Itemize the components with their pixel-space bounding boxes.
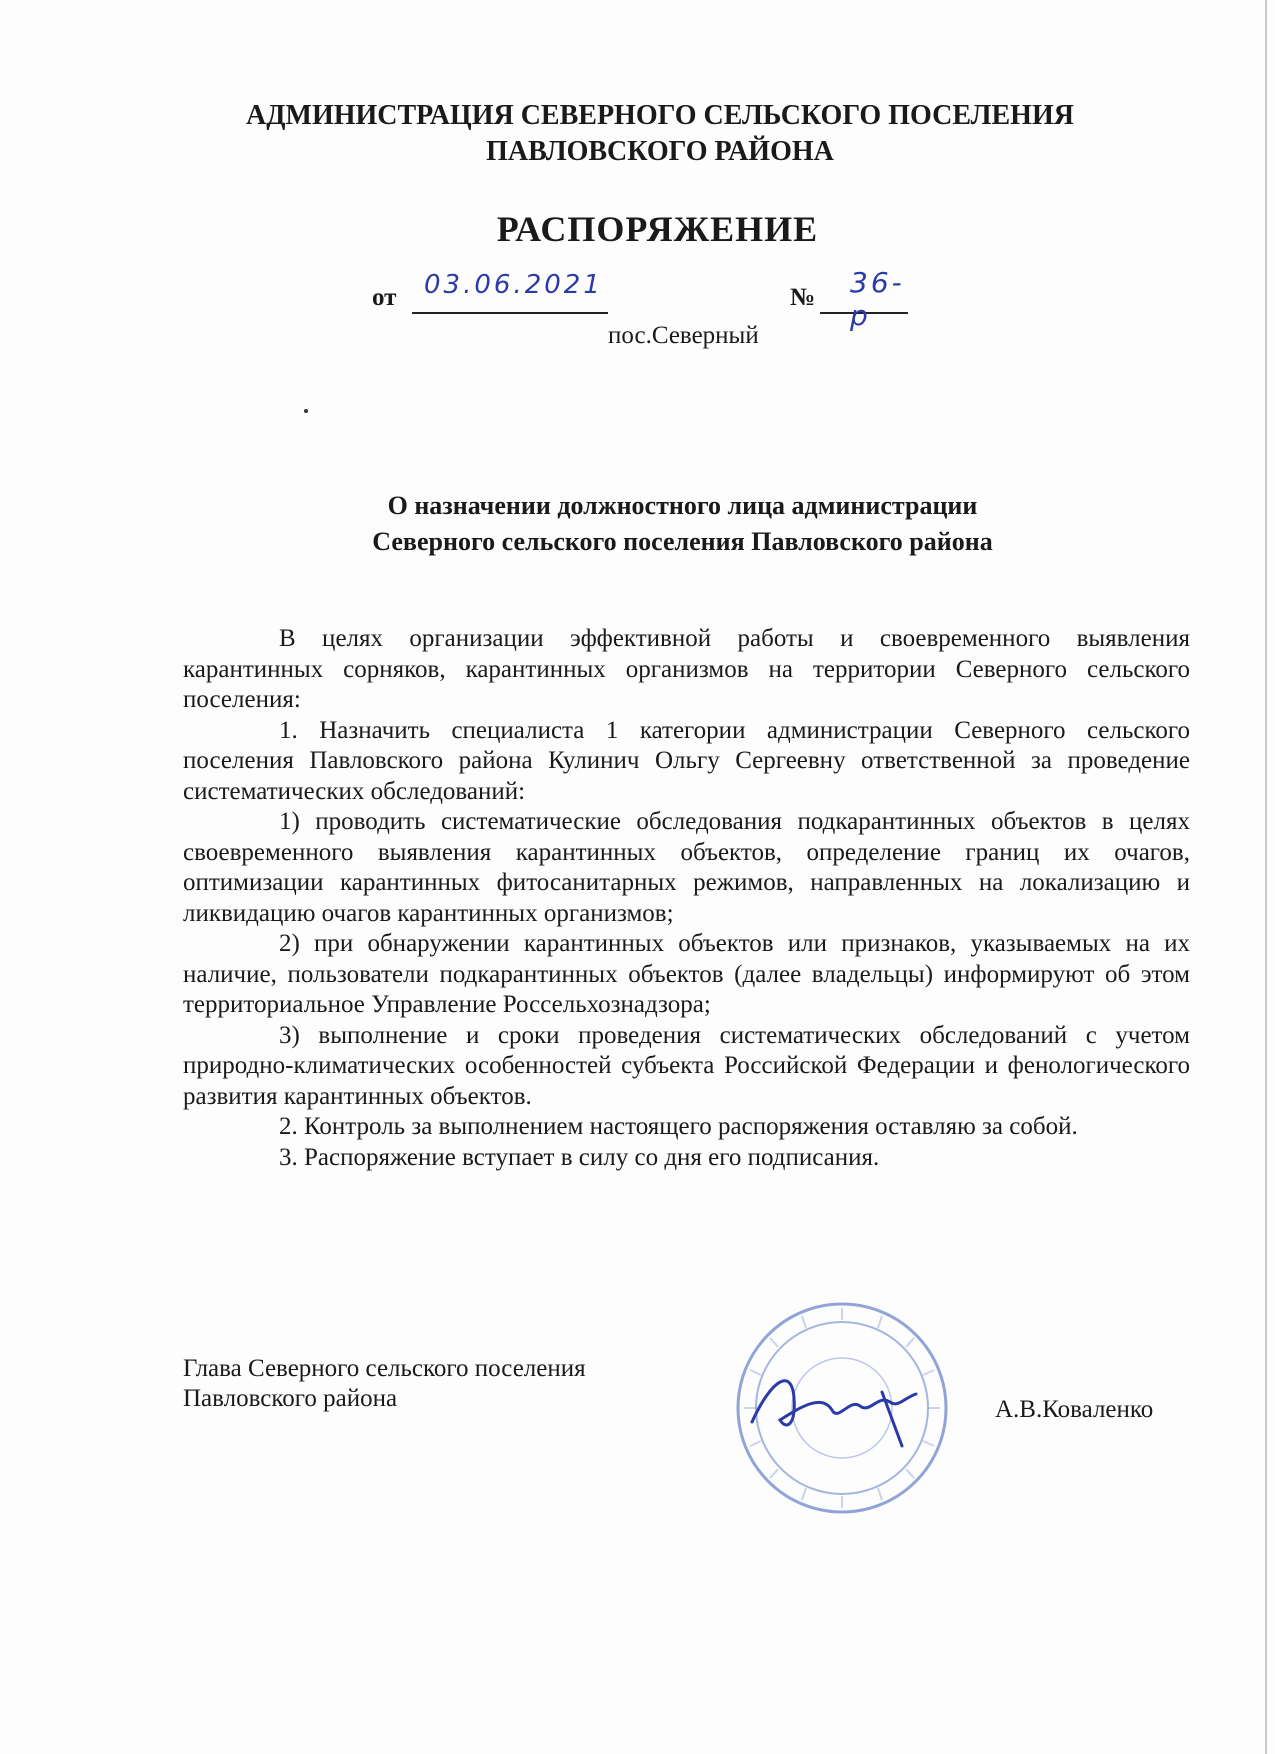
- paragraph: 1) проводить систематические обследования подкарантинных объектов в целях своевременного выявления карантинных объектов, определение границ их очагов, оптимизации карантинных фитосанитарных режимов, направленных на локализацию и ликвидацию очагов карантинных организмов;: [183, 808, 1190, 927]
- official-seal-stamp: [732, 1298, 952, 1518]
- handwritten-number: 36-р: [850, 266, 905, 332]
- date-number-row: [372, 266, 1072, 332]
- number-prefix: №: [790, 284, 816, 311]
- paragraph: 3) выполнение и сроки проведения систематических обследований с учетом природно-климатических особенностей субъекта Российской Федерации и фенологического развития карантинных объектов.: [183, 1021, 1190, 1110]
- scan-speck: [304, 409, 308, 413]
- scan-edge: [1265, 0, 1267, 1754]
- title-line-2: Северного сельского поселения Павловского района: [372, 527, 993, 556]
- paragraph: 1. Назначить специалиста 1 категории администрации Северного сельского поселения Павловского района Кулинич Ольгу Сергеевну ответственной за проведение систематических обследований:: [183, 716, 1190, 805]
- date-prefix: от: [372, 284, 397, 311]
- position-line-1: Глава Северного сельского поселения: [183, 1355, 586, 1382]
- header-line-1: АДМИНИСТРАЦИЯ СЕВЕРНОГО СЕЛЬСКОГО ПОСЕЛЕНИЯ: [246, 100, 1074, 131]
- signature-scribble: [752, 1381, 916, 1446]
- document-type: РАСПОРЯЖЕНИЕ: [496, 209, 819, 249]
- place-of-issue: пос.Северный: [608, 322, 759, 349]
- paragraph: 2) при обнаружении карантинных объектов или признаков, указываемых на их наличие, пользователи подкарантинных объектов (далее владельцы) информируют об этом территориальное Управление Россельхознадзора;: [183, 930, 1190, 1018]
- paragraph: В целях организации эффективной работы и своевременного выявления карантинных сорняков, карантинных организмов на территории Северного сельского поселения:: [183, 625, 1190, 713]
- signatory-position: [183, 1354, 586, 1414]
- signatory-name: А.В.Коваленко: [995, 1396, 1154, 1423]
- document-title: [180, 488, 1185, 560]
- number-field: [820, 266, 908, 332]
- paragraph: 2. Контроль за выполнением настоящего распоряжения оставляю за собой.: [279, 1113, 1078, 1140]
- position-line-2: Павловского района: [183, 1385, 398, 1412]
- header-line-2: ПАВЛОВСКОГО РАЙОНА: [486, 136, 834, 167]
- date-field: [412, 270, 608, 314]
- organization-header: [0, 98, 1275, 170]
- title-line-1: О назначении должностного лица администрации: [387, 491, 978, 520]
- paragraph: 3. Распоряжение вступает в силу со дня его подписания.: [279, 1143, 880, 1171]
- handwritten-date: 03.06.2021: [424, 270, 603, 300]
- document-body: [183, 624, 1190, 1173]
